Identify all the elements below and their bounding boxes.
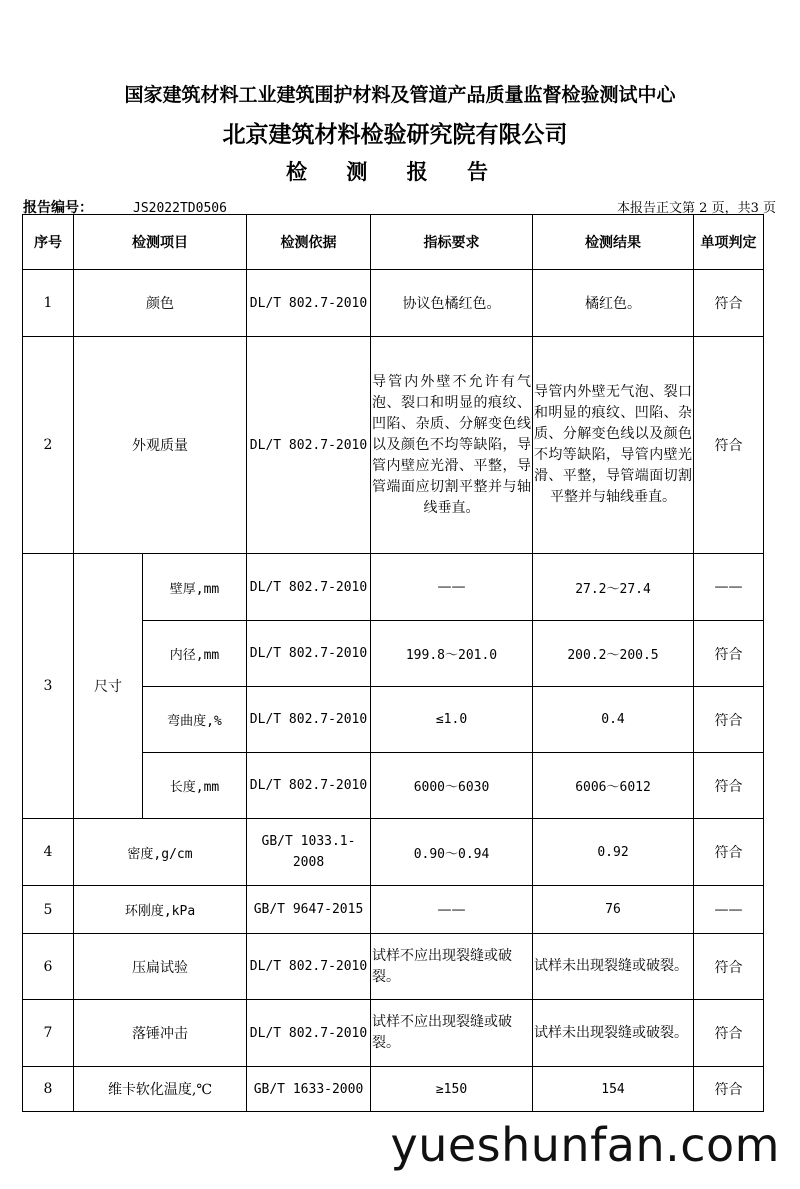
table-row (23, 1067, 764, 1112)
table-row (23, 554, 764, 621)
header-standard: 检测依据 (247, 215, 371, 270)
row-requirement: 199.8～201.0 (371, 621, 533, 687)
report-number-value: JS2022TD0506 (133, 201, 227, 216)
row-requirement: —— (371, 554, 533, 621)
report-number-label: 报告编号： (23, 200, 93, 216)
row-result: 6006～6012 (533, 753, 694, 819)
row-standard: DL/T 802.7-2010 (247, 554, 371, 621)
table-row (23, 270, 764, 337)
row-subitem: 内径,mm (143, 621, 247, 687)
row-result: 76 (533, 886, 694, 934)
row-result: 导管内外壁无气泡、裂口和明显的痕纹、凹陷、杂质、分解变色线以及颜色不均等缺陷，导管内壁光滑、平整，导管端面切割平整并与轴线垂直。 (533, 337, 694, 554)
row-verdict: 符合 (694, 753, 764, 819)
table-row (23, 1000, 764, 1067)
row-subitem: 弯曲度,% (143, 687, 247, 753)
row-verdict: 符合 (694, 337, 764, 554)
row-verdict: 符合 (694, 621, 764, 687)
row-item: 密度,g/cm (74, 819, 247, 886)
table-row (23, 337, 764, 554)
test-results-table (22, 214, 764, 1112)
header-verdict: 单项判定 (694, 215, 764, 270)
row-verdict: 符合 (694, 687, 764, 753)
row-requirement: 试样不应出现裂缝或破裂。 (371, 934, 533, 1000)
table-row (23, 886, 764, 934)
row-no: 6 (23, 934, 74, 1000)
row-no: 2 (23, 337, 74, 554)
row-verdict: 符合 (694, 1067, 764, 1112)
row-requirement: 试样不应出现裂缝或破裂。 (371, 1000, 533, 1067)
row-no: 5 (23, 886, 74, 934)
row-verdict: —— (694, 886, 764, 934)
page-info: 本报告正文第 2 页，共3 页 (617, 201, 776, 216)
table-header-row (23, 215, 764, 270)
table-row (23, 934, 764, 1000)
row-result: 0.92 (533, 819, 694, 886)
row-standard: DL/T 802.7-2010 (247, 337, 371, 554)
row-item: 颜色 (74, 270, 247, 337)
row-standard: DL/T 802.7-2010 (247, 753, 371, 819)
row-item: 落锤冲击 (74, 1000, 247, 1067)
row-verdict: 符合 (694, 270, 764, 337)
row-result: 橘红色。 (533, 270, 694, 337)
row-requirement: 6000～6030 (371, 753, 533, 819)
row-result: 试样未出现裂缝或破裂。 (533, 1000, 694, 1067)
row-item: 压扁试验 (74, 934, 247, 1000)
row-standard: DL/T 802.7-2010 (247, 621, 371, 687)
row-no: 8 (23, 1067, 74, 1112)
row-no: 4 (23, 819, 74, 886)
report-title: 检 测 报 告 (286, 160, 504, 184)
row-standard: DL/T 802.7-2010 (247, 1000, 371, 1067)
row-item: 维卡软化温度,℃ (74, 1067, 247, 1112)
row-verdict: —— (694, 554, 764, 621)
row-result: 试样未出现裂缝或破裂。 (533, 934, 694, 1000)
table-row (23, 819, 764, 886)
row-no: 3 (23, 554, 74, 819)
row-verdict: 符合 (694, 1000, 764, 1067)
row-subitem: 壁厚,mm (143, 554, 247, 621)
testing-center-name: 国家建筑材料工业建筑围护材料及管道产品质量监督检验测试中心 (124, 84, 676, 106)
row-subitem: 长度,mm (143, 753, 247, 819)
row-result: 154 (533, 1067, 694, 1112)
header-no: 序号 (23, 215, 74, 270)
row-result: 0.4 (533, 687, 694, 753)
row-requirement: —— (371, 886, 533, 934)
row-requirement: 导管内外壁不允许有气泡、裂口和明显的痕纹、凹陷、杂质、分解变色线以及颜色不均等缺陷，导管内壁应光滑、平整，导管端面应切割平整并与轴线垂直。 (371, 337, 533, 554)
row-verdict: 符合 (694, 934, 764, 1000)
row-result: 27.2～27.4 (533, 554, 694, 621)
header-requirement: 指标要求 (371, 215, 533, 270)
row-item: 环刚度,kPa (74, 886, 247, 934)
row-standard: GB/T 1033.1-2008 (247, 819, 371, 886)
row-requirement: 0.90～0.94 (371, 819, 533, 886)
row-no: 1 (23, 270, 74, 337)
row-result: 200.2～200.5 (533, 621, 694, 687)
watermark: yueshunfan.com (390, 1118, 780, 1172)
row-item: 外观质量 (74, 337, 247, 554)
row-requirement: 协议色橘红色。 (371, 270, 533, 337)
row-standard: DL/T 802.7-2010 (247, 270, 371, 337)
company-name: 北京建筑材料检验研究院有限公司 (222, 122, 568, 148)
header-item: 检测项目 (74, 215, 247, 270)
row-standard: GB/T 9647-2015 (247, 886, 371, 934)
row-standard: GB/T 1633-2000 (247, 1067, 371, 1112)
row-standard: DL/T 802.7-2010 (247, 934, 371, 1000)
row-no: 7 (23, 1000, 74, 1067)
row-verdict: 符合 (694, 819, 764, 886)
header-result: 检测结果 (533, 215, 694, 270)
row-requirement: ≤1.0 (371, 687, 533, 753)
row-standard: DL/T 802.7-2010 (247, 687, 371, 753)
row-requirement: ≥150 (371, 1067, 533, 1112)
row-item: 尺寸 (74, 554, 143, 819)
